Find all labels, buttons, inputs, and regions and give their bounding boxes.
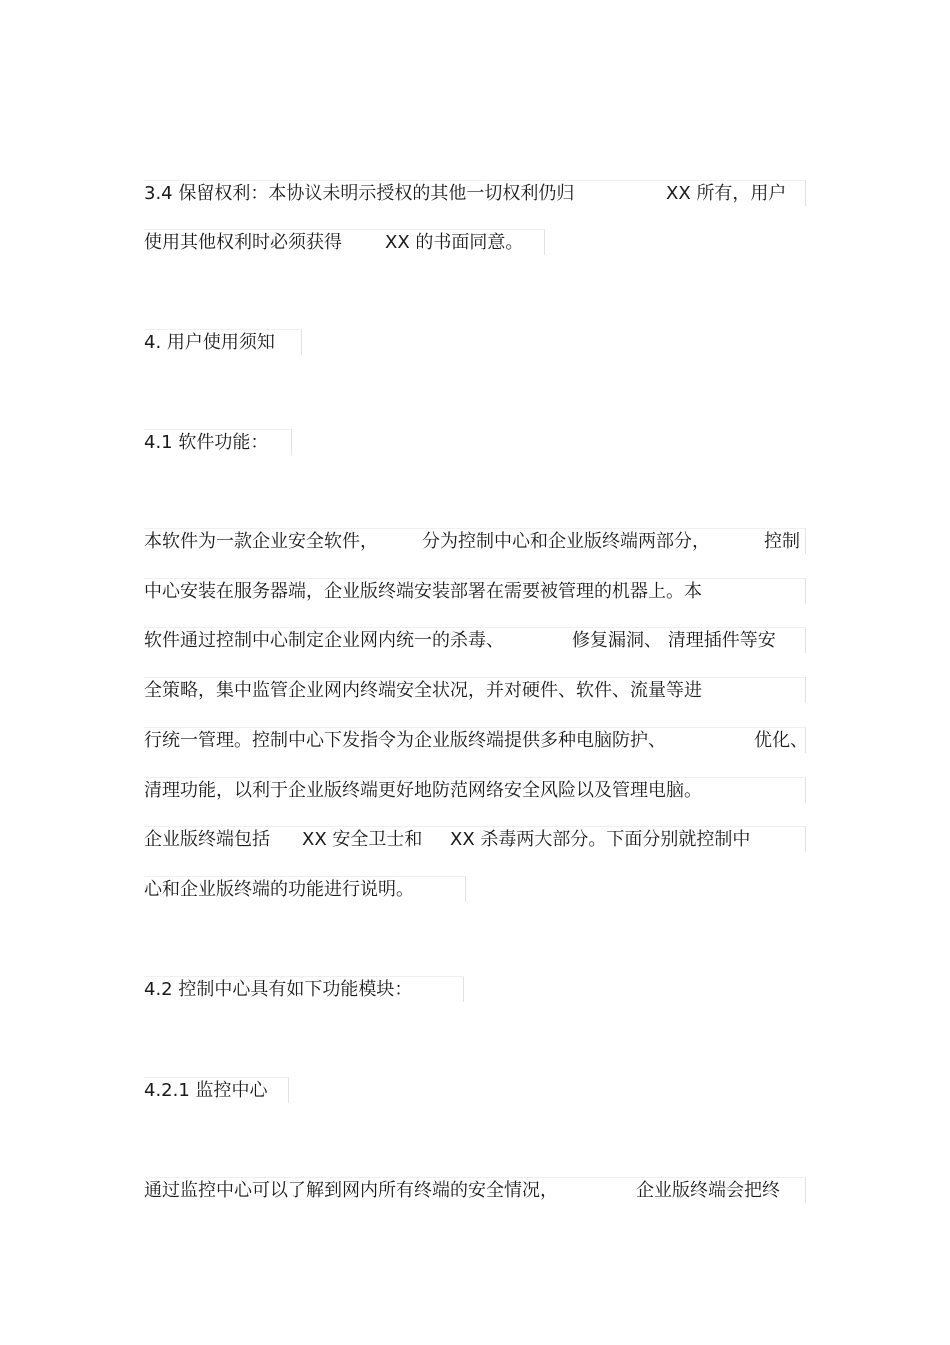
heading-4-1-text: 4.1 软件功能： xyxy=(144,432,269,453)
section-3-4-line-1 xyxy=(144,180,806,206)
heading-4 xyxy=(144,329,302,355)
para-text: 企业版终端会把终 xyxy=(636,1180,780,1201)
para-text: 心和企业版终端的功能进行说明。 xyxy=(144,879,414,900)
para-text: 本软件为一款企业安全软件， xyxy=(144,531,378,552)
para-4-1-line-6 xyxy=(144,777,806,803)
section-3-4-line-2 xyxy=(144,229,545,255)
para-4-2-1-line-1 xyxy=(144,1177,806,1203)
para-text: 中心安装在服务器端，企业版终端安装部署在需要被管理的机器上。本 xyxy=(144,581,702,602)
para-text: 企业版终端包括 xyxy=(144,829,270,850)
para-4-1-line-8 xyxy=(144,876,466,902)
para-text: 分为控制中心和企业版终端两部分， xyxy=(422,531,710,552)
heading-4-1 xyxy=(144,429,292,455)
para-text: XX 杀毒两大部分。下面分别就控制中 xyxy=(450,829,751,850)
para-text: 行统一管理。控制中心下发指令为企业版终端提供多种电脑防护、 xyxy=(144,730,666,751)
para-text: 清理功能，以利于企业版终端更好地防范网络安全风险以及管理电脑。 xyxy=(144,780,702,801)
para-4-1-line-3 xyxy=(144,627,806,653)
para-text: 优化、 xyxy=(754,730,808,751)
para-4-1-line-1 xyxy=(144,528,806,554)
para-4-1-line-7 xyxy=(144,826,806,852)
para-text: XX 安全卫士和 xyxy=(302,829,423,850)
para-text: 控制 xyxy=(764,531,800,552)
para-text: 全策略，集中监管企业网内终端安全状况，并对硬件、软件、流量等进 xyxy=(144,680,702,701)
para-text: 修复漏洞、 清理插件等安 xyxy=(572,630,776,651)
para-text: 软件通过控制中心制定企业网内统一的杀毒、 xyxy=(144,630,504,651)
heading-4-2-text: 4.2 控制中心具有如下功能模块： xyxy=(144,979,413,1000)
section-3-4-text: XX 的书面同意。 xyxy=(385,232,524,253)
para-4-1-line-5 xyxy=(144,727,806,753)
para-4-1-line-2 xyxy=(144,578,806,604)
heading-4-2 xyxy=(144,976,464,1002)
heading-4-text: 4. 用户使用须知 xyxy=(144,332,275,353)
section-3-4-text: 3.4 保留权利：本协议未明示授权的其他一切权利仍归 xyxy=(144,183,575,204)
section-3-4-text: XX 所有，用户 xyxy=(666,183,787,204)
section-3-4-text: 使用其他权利时必须获得 xyxy=(144,232,342,253)
heading-4-2-1 xyxy=(144,1077,289,1103)
para-text: 通过监控中心可以了解到网内所有终端的安全情况， xyxy=(144,1180,558,1201)
para-4-1-line-4 xyxy=(144,677,806,703)
heading-4-2-1-text: 4.2.1 监控中心 xyxy=(144,1080,268,1101)
